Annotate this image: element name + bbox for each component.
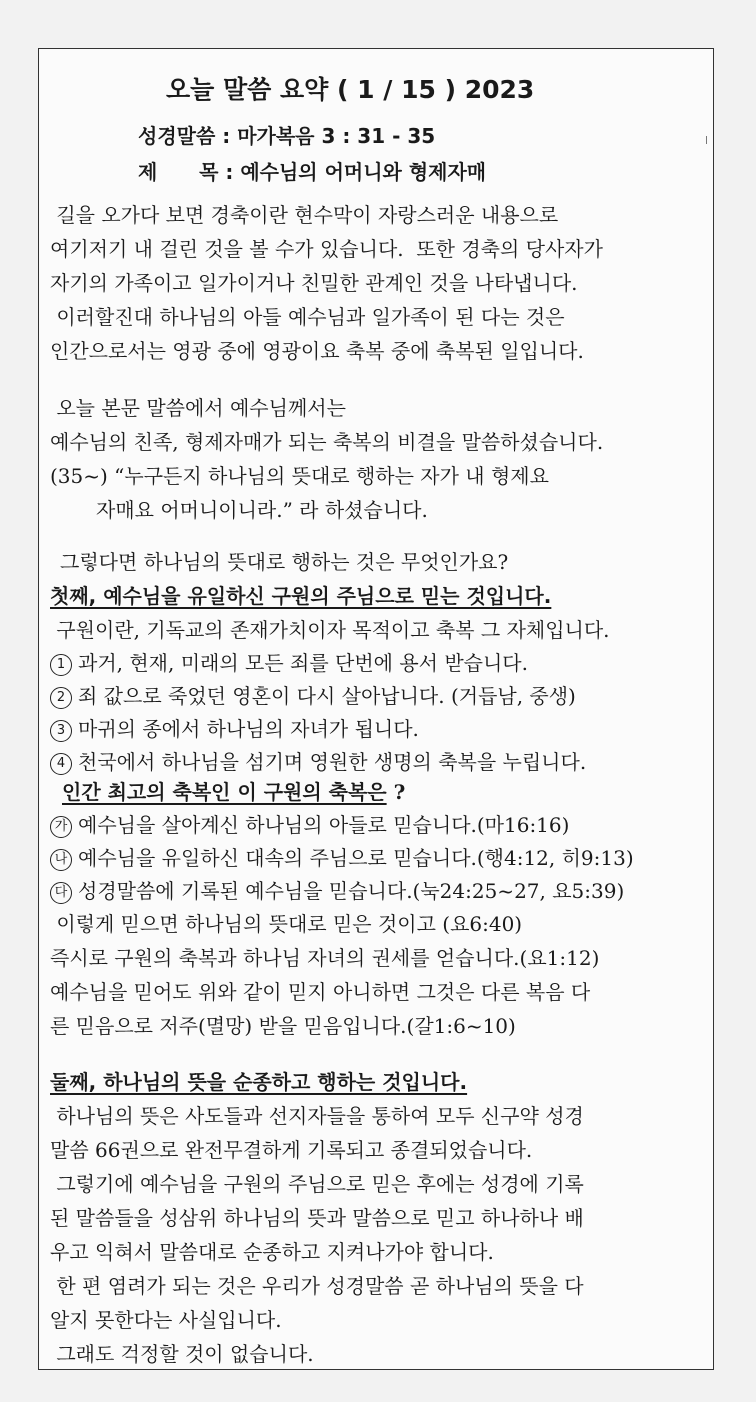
intro-line: 여기저기 내 걸린 것을 볼 수가 있습니다. 또한 경축의 당사자가	[50, 237, 603, 261]
passage-line: 오늘 본문 말씀에서 예수님께서는	[50, 396, 346, 420]
belief-text: 예수님을 살아계신 하나님의 아들로 믿습니다.(마16:16)	[78, 813, 570, 837]
blessing-heading-line	[62, 778, 405, 806]
salvation-point-text: 천국에서 하나님을 섬기며 영원한 생명의 축복을 누립니다.	[78, 750, 587, 774]
circled-number-4-icon: 4	[50, 753, 72, 775]
belief-item	[50, 844, 634, 872]
second-body-line: 하나님의 뜻은 사도들과 선지자들을 통하여 모두 신구약 성경	[50, 1104, 584, 1128]
first-point-heading: 첫째, 예수님을 유일하신 구원의 주님으로 믿는 것입니다.	[50, 584, 552, 608]
page-title: 오늘 말씀 요약 ( 1 / 15 ) 2023	[166, 75, 535, 104]
circled-number-3-icon: 3	[50, 720, 72, 742]
passage-line: (35~) “누구든지 하나님의 뜻대로 행하는 자가 내 형제요	[50, 464, 549, 488]
salvation-definition: 구원이란, 기독교의 존재가치이자 목적이고 축복 그 자체입니다.	[50, 618, 610, 642]
passage-line: 자매요 어머니이니라.” 라 하셨습니다.	[96, 498, 428, 522]
belief-item	[50, 811, 569, 839]
belief-text: 예수님을 유일하신 대속의 주님으로 믿습니다.(행4:12, 히9:13)	[78, 846, 634, 870]
salvation-point	[50, 748, 586, 776]
blessing-heading: 인간 최고의 축복인 이 구원의 축복은	[62, 780, 387, 804]
intro-line: 자기의 가족이고 일가이거나 친밀한 관계인 것을 나타냅니다.	[50, 271, 578, 295]
salvation-point-text: 마귀의 종에서 하나님의 자녀가 됩니다.	[78, 717, 419, 741]
second-body-line: 그렇기에 예수님을 구원의 주님으로 믿은 후에는 성경에 기록	[50, 1172, 584, 1196]
intro-line: 이러할진대 하나님의 아들 예수님과 일가족이 된 다는 것은	[50, 305, 565, 329]
sermon-subject: 제 목 : 예수님의 어머니와 형제자매	[138, 160, 487, 184]
belief-result-line: 예수님을 믿어도 위와 같이 믿지 아니하면 그것은 다른 복음 다	[50, 980, 591, 1004]
scripture-reference: 성경말씀 : 마가복음 3 : 31 - 35	[138, 124, 436, 148]
second-body-line: 그래도 걱정할 것이 없습니다.	[50, 1342, 314, 1366]
passage-line: 예수님의 친족, 형제자매가 되는 축복의 비결을 말씀하셨습니다.	[50, 430, 604, 454]
salvation-point-text: 과거, 현재, 미래의 모든 죄를 단번에 용서 받습니다.	[78, 651, 528, 675]
belief-result-line: 른 믿음으로 저주(멸망) 받을 믿음입니다.(갈1:6~10)	[50, 1014, 516, 1038]
second-body-line: 우고 익혀서 말씀대로 순종하고 지켜나가야 합니다.	[50, 1240, 494, 1264]
second-body-line: 된 말씀들을 성삼위 하나님의 뜻과 말씀으로 믿고 하나하나 배	[50, 1206, 584, 1230]
second-body-line: 말씀 66권으로 완전무결하게 기록되고 종결되었습니다.	[50, 1138, 533, 1162]
belief-result-line: 이렇게 믿으면 하나님의 뜻대로 믿은 것이고 (요6:40)	[50, 912, 523, 936]
belief-result-line: 즉시로 구원의 축복과 하나님 자녀의 권세를 얻습니다.(요1:12)	[50, 946, 600, 970]
circled-number-2-icon: 2	[50, 687, 72, 709]
circled-number-1-icon: 1	[50, 654, 72, 676]
second-point-heading: 둘째, 하나님의 뜻을 순종하고 행하는 것입니다.	[50, 1070, 468, 1094]
scan-mark	[706, 136, 712, 144]
belief-item	[50, 877, 624, 905]
circled-ga-icon: 가	[50, 816, 72, 838]
second-body-line: 알지 못한다는 사실입니다.	[50, 1308, 282, 1332]
salvation-point	[50, 649, 528, 677]
circled-da-icon: 다	[50, 882, 72, 904]
salvation-point	[50, 715, 419, 743]
salvation-point	[50, 682, 576, 710]
salvation-point-text: 죄 값으로 죽었던 영혼이 다시 살아납니다. (거듭남, 중생)	[78, 684, 576, 708]
belief-text: 성경말씀에 기록된 예수님을 믿습니다.(눅24:25~27, 요5:39)	[78, 879, 625, 903]
second-body-line: 한 편 염려가 되는 것은 우리가 성경말씀 곧 하나님의 뜻을 다	[50, 1274, 584, 1298]
blessing-question-mark: ?	[386, 780, 406, 804]
circled-na-icon: 나	[50, 849, 72, 871]
intro-line: 길을 오가다 보면 경축이란 현수막이 자랑스러운 내용으로	[50, 203, 559, 227]
question-line: 그렇다면 하나님의 뜻대로 행하는 것은 무엇인가요?	[60, 550, 509, 574]
intro-line: 인간으로서는 영광 중에 영광이요 축복 중에 축복된 일입니다.	[50, 339, 584, 363]
